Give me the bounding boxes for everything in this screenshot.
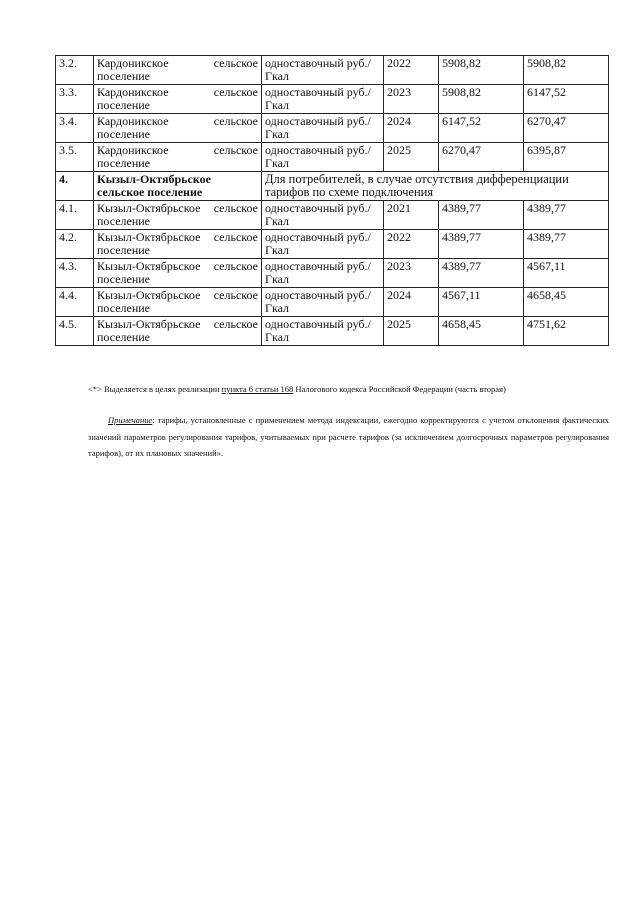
tariff-value-second-half: 4751,62: [524, 317, 609, 346]
tariff-value-first-half: 4389,77: [439, 259, 524, 288]
settlement-name: Кызыл-Октябрьское сельское поселение: [94, 230, 262, 259]
tariff-unit: одноставочный руб./Гкал: [262, 288, 384, 317]
settlement-name: Кардоникское сельское поселение: [94, 114, 262, 143]
row-number: 3.3.: [56, 85, 94, 114]
tariff-unit: одноставочный руб./Гкал: [262, 230, 384, 259]
tariff-unit: одноставочный руб./Гкал: [262, 259, 384, 288]
year-cell: 2021: [384, 201, 439, 230]
footnote-text-pre: <*> Выделяется в целях реализации: [88, 384, 222, 394]
table-row: [56, 143, 609, 172]
group-note: Для потребителей, в случае отсутствия дифференциации тарифов по схеме подключения: [262, 172, 609, 201]
row-number: 3.5.: [56, 143, 94, 172]
row-number: 4.1.: [56, 201, 94, 230]
tariff-value-second-half: 4389,77: [524, 201, 609, 230]
tariff-unit: одноставочный руб./Гкал: [262, 85, 384, 114]
remark-note: [88, 412, 609, 462]
row-number: 4.5.: [56, 317, 94, 346]
table-row: [56, 201, 609, 230]
tariff-unit: одноставочный руб./Гкал: [262, 143, 384, 172]
footnote-text-post: Налогового кодекса Российской Федерации (часть вторая): [293, 384, 506, 394]
tariff-value-second-half: 6395,87: [524, 143, 609, 172]
tariff-value-first-half: 6147,52: [439, 114, 524, 143]
table-row: [56, 230, 609, 259]
remark-label: Примечание: [108, 415, 153, 425]
row-number: 4.3.: [56, 259, 94, 288]
tariff-table: [55, 55, 609, 346]
tariff-value-second-half: 4567,11: [524, 259, 609, 288]
year-cell: 2022: [384, 56, 439, 85]
year-cell: 2024: [384, 114, 439, 143]
settlement-name: Кардоникское сельское поселение: [94, 143, 262, 172]
group-header-row: [56, 172, 609, 201]
group-settlement-name: Кызыл-Октябрьское сельское поселение: [94, 172, 262, 201]
table-row: [56, 114, 609, 143]
year-cell: 2025: [384, 317, 439, 346]
remark-text: : тарифы, установленные с применением метода индексации, ежегодно корректируются с учетом отклонения фактических значений параметров регулирования тарифов, учитываемых при расчете тарифов (за исключением долгосрочных параметров регулирования тарифов), от их плановых значений».: [88, 415, 609, 458]
tariff-value-first-half: 4389,77: [439, 201, 524, 230]
tariff-unit: одноставочный руб./Гкал: [262, 114, 384, 143]
tariff-value-second-half: 5908,82: [524, 56, 609, 85]
tariff-value-second-half: 4658,45: [524, 288, 609, 317]
settlement-name: Кызыл-Октябрьское сельское поселение: [94, 317, 262, 346]
tax-code-link[interactable]: пункта 6 статьи 168: [221, 384, 294, 394]
year-cell: 2024: [384, 288, 439, 317]
table-row: [56, 317, 609, 346]
tariff-value-first-half: 5908,82: [439, 85, 524, 114]
tariff-value-first-half: 4567,11: [439, 288, 524, 317]
year-cell: 2023: [384, 259, 439, 288]
tariff-value-first-half: 5908,82: [439, 56, 524, 85]
row-number: 3.4.: [56, 114, 94, 143]
settlement-name: Кызыл-Октябрьское сельское поселение: [94, 288, 262, 317]
group-number: 4.: [56, 172, 94, 201]
row-number: 4.2.: [56, 230, 94, 259]
year-cell: 2022: [384, 230, 439, 259]
tariff-value-first-half: 4658,45: [439, 317, 524, 346]
tariff-unit: одноставочный руб./Гкал: [262, 201, 384, 230]
tariff-value-second-half: 6147,52: [524, 85, 609, 114]
table-row: [56, 56, 609, 85]
table-row: [56, 288, 609, 317]
row-number: 4.4.: [56, 288, 94, 317]
tariff-value-second-half: 4389,77: [524, 230, 609, 259]
settlement-name: Кардоникское сельское поселение: [94, 85, 262, 114]
settlement-name: Кызыл-Октябрьское сельское поселение: [94, 201, 262, 230]
year-cell: 2025: [384, 143, 439, 172]
year-cell: 2023: [384, 85, 439, 114]
tariff-unit: одноставочный руб./Гкал: [262, 56, 384, 85]
settlement-name: Кардоникское сельское поселение: [94, 56, 262, 85]
tariff-value-second-half: 6270,47: [524, 114, 609, 143]
table-row: [56, 259, 609, 288]
tariff-value-first-half: 6270,47: [439, 143, 524, 172]
row-number: 3.2.: [56, 56, 94, 85]
table-row: [56, 85, 609, 114]
tariff-unit: одноставочный руб./Гкал: [262, 317, 384, 346]
tariff-value-first-half: 4389,77: [439, 230, 524, 259]
settlement-name: Кызыл-Октябрьское сельское поселение: [94, 259, 262, 288]
footnote: [88, 383, 608, 395]
